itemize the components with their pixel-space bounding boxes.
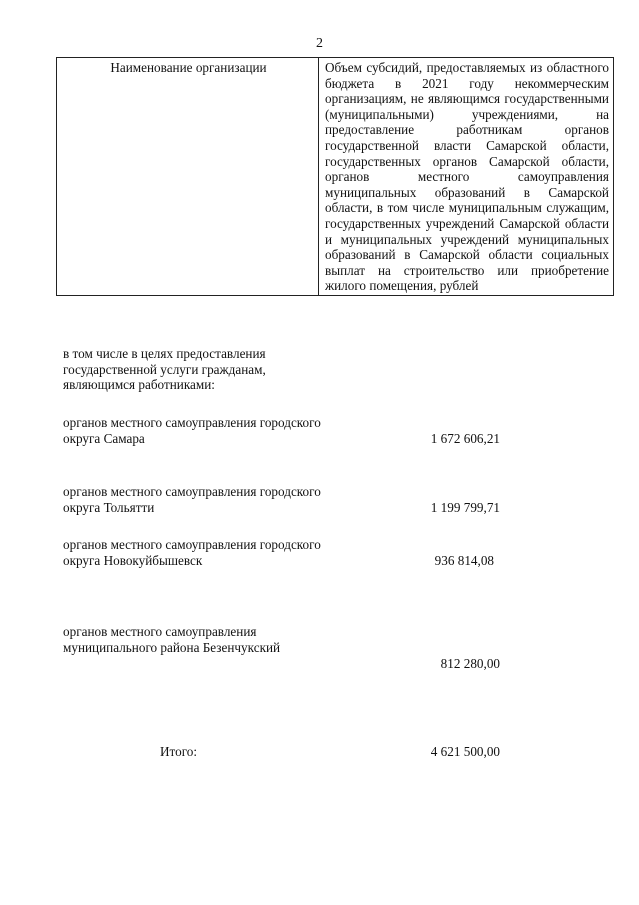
row-bezenchuk-name: органов местного самоуправления муниципального района Безенчукский [63,624,281,655]
header-organization-name: Наименование организации [57,58,319,296]
row-tolyatti-amount: 1 199 799,71 [430,500,500,515]
row-bezenchuk-amount: 812 280,00 [440,656,500,671]
row-novokuybyshevsk-name: органов местного самоуправления городского округа Новокуйбышевск [63,537,321,568]
page-number: 2 [316,36,323,51]
row-samara-name: органов местного самоуправления городского округа Самара [63,415,321,446]
row-novokuybyshevsk-amount: 936 814,08 [434,553,494,568]
row-samara-amount: 1 672 606,21 [430,431,500,446]
row-tolyatti-name: органов местного самоуправления городского округа Тольятти [63,484,321,515]
intro-text: в том числе в целях предоставления государственной услуги гражданам, являющимся работниками: [63,346,266,393]
header-table [56,57,614,296]
total-label: Итого: [160,744,198,759]
header-subsidy-volume: Объем субсидий, предоставляемых из областного бюджета в 2021 году некоммерческим организациям, не являющимся государственными (муниципальными) учреждениями, на предоставление работникам органов государственной власти Самарской области, государственных органов Самарской области, органов местного самоуправления муниципальных образований в Самарской области, в том числе муниципальным служащим, государственных учреждений Самарской области и муниципальных учреждений муниципальных образований в Самарской области социальных выплат на строительство или приобретение жилого помещения, рублей [319,58,614,296]
header-row [57,58,614,296]
total-amount: 4 621 500,00 [430,744,500,759]
